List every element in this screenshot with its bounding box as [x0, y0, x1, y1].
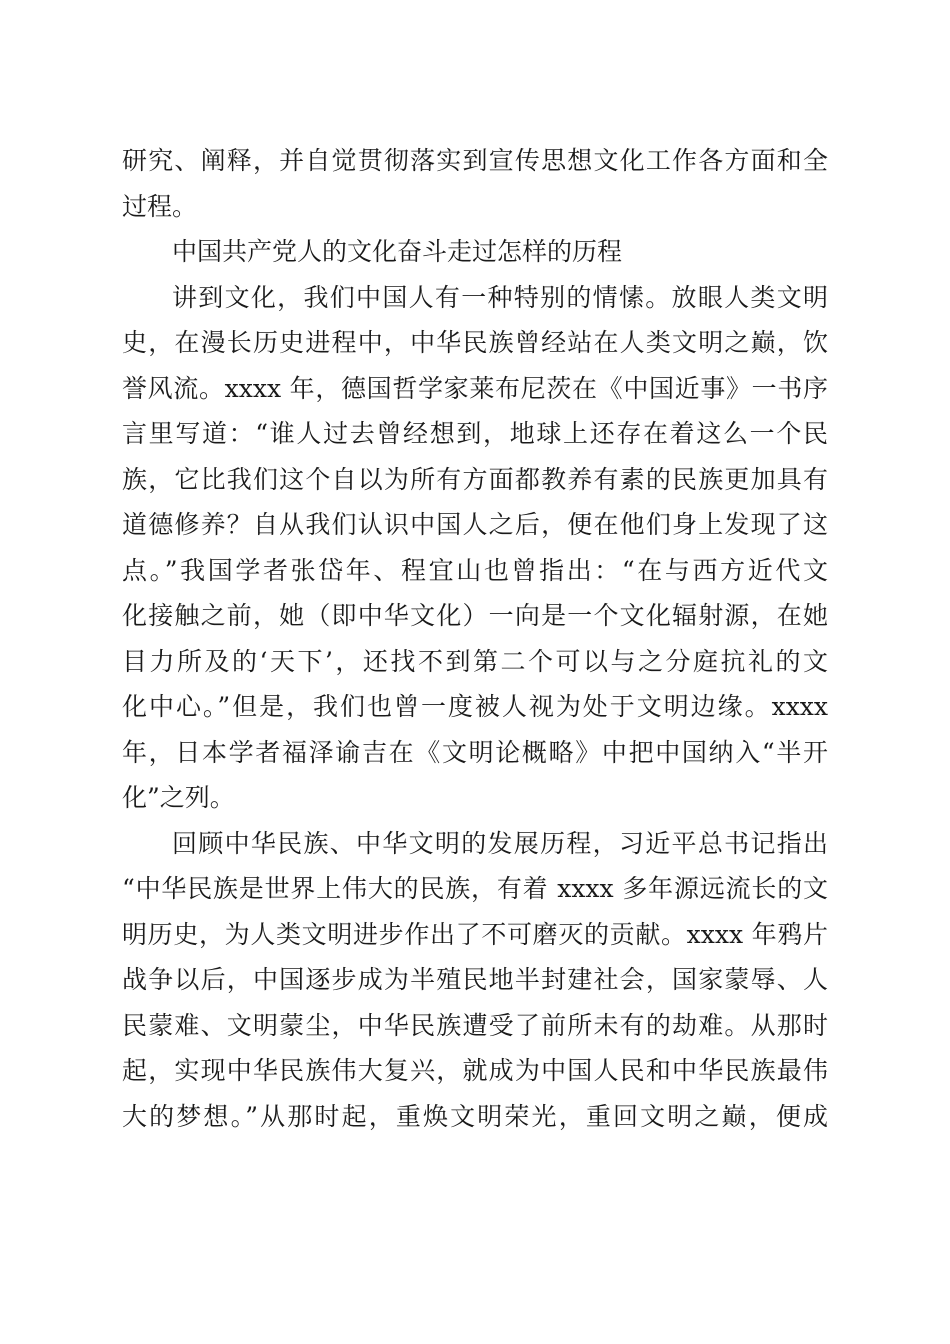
paragraph-2-line-4: 言里写道：“谁人过去曾经想到，地球上还存在着这么一个民: [122, 419, 828, 448]
paragraph-3-line-5: 民蒙难、文明蒙尘，中华民族遭受了前所未有的劫难。从那时: [122, 1010, 828, 1040]
paragraph-2-line-5: 族，它比我们这个自以为所有方面都教养有素的民族更加具有: [122, 464, 828, 494]
paragraph-1-line-1: 研究、阐释，并自觉贯彻落实到宣传思想文化工作各方面和全: [122, 146, 828, 175]
paragraph-2-line-6: 道德修养？自从我们认识中国人之后，便在他们身上发现了这: [122, 510, 828, 539]
paragraph-2-line-9: 目力所及的‘天下’，还找不到第二个可以与之分庭抗礼的文: [122, 646, 828, 676]
paragraph-2-line-8: 化接触之前，她（即中华文化）一向是一个文化辐射源，在她: [122, 601, 828, 630]
paragraph-3-line-2: “中华民族是世界上伟大的民族，有着 xxxx 多年源远流长的文: [122, 874, 828, 903]
paragraph-3-line-4: 战争以后，中国逐步成为半殖民地半封建社会，国家蒙辱、人: [122, 965, 828, 994]
paragraph-3-line-7: 大的梦想。”从那时起，重焕文明荣光，重回文明之巅，便成: [122, 1101, 828, 1131]
paragraph-2-line-3: 誉风流。xxxx 年，德国哲学家莱布尼茨在《中国近事》一书序: [122, 373, 828, 403]
paragraph-2-line-7: 点。”我国学者张岱年、程宜山也曾指出：“在与西方近代文: [122, 555, 828, 585]
paragraph-1-line-2: 过程。: [122, 191, 198, 221]
paragraph-2-line-2: 史，在漫长历史进程中，中华民族曾经站在人类文明之巅，饮: [122, 328, 828, 357]
paragraph-2-line-12: 化”之列。: [122, 783, 235, 812]
document-page: [122, 138, 828, 1139]
paragraph-2-line-1: 讲到文化，我们中国人有一种特别的情愫。放眼人类文明: [172, 282, 828, 312]
paragraph-2-line-10: 化中心。”但是，我们也曾一度被人视为处于文明边缘。xxxx: [122, 692, 828, 721]
paragraph-2-line-11: 年，日本学者福泽谕吉在《文明论概略》中把中国纳入“半开: [122, 737, 828, 767]
section-heading: 中国共产党人的文化奋斗走过怎样的历程: [172, 237, 623, 266]
paragraph-3-line-6: 起，实现中华民族伟大复兴，就成为中国人民和中华民族最伟: [122, 1056, 828, 1085]
paragraph-3-line-3: 明历史，为人类文明进步作出了不可磨灭的贡献。xxxx 年鸦片: [122, 919, 828, 949]
paragraph-3-line-1: 回顾中华民族、中华文明的发展历程，习近平总书记指出: [172, 828, 828, 858]
